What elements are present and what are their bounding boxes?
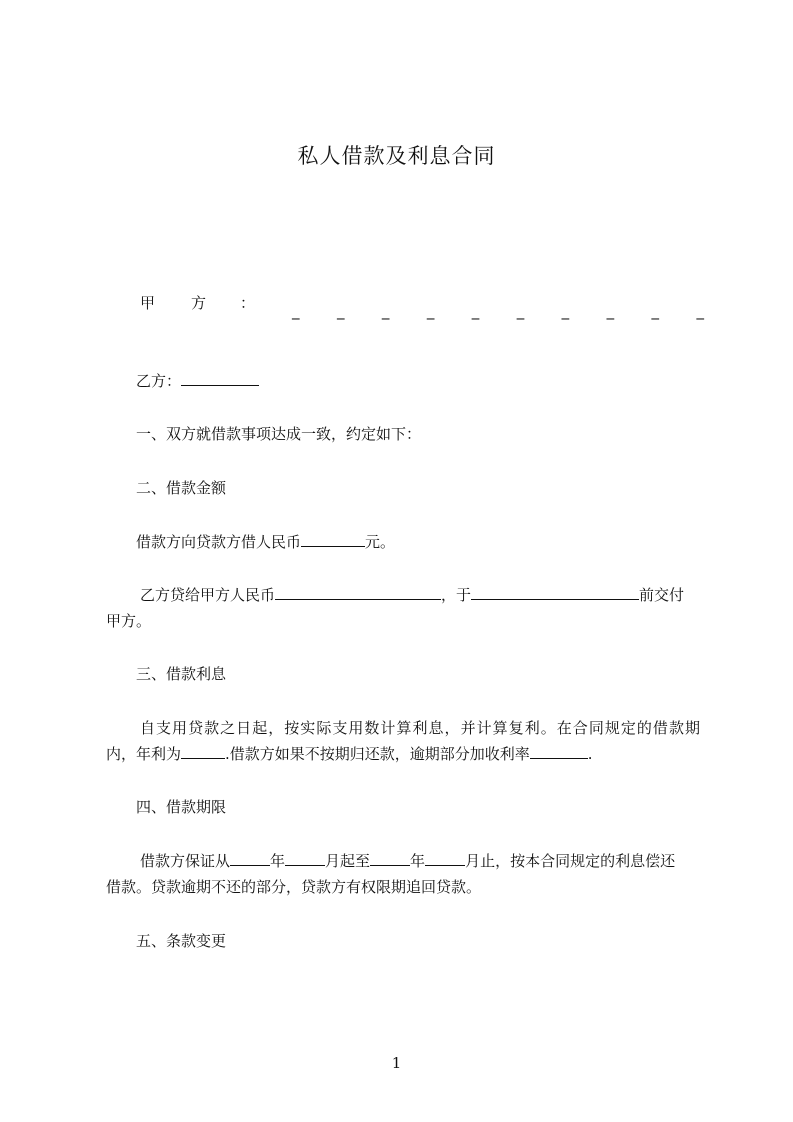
document-title: 私人借款及利息合同 xyxy=(297,144,496,168)
section-3-line-2 xyxy=(106,743,593,765)
section-2-heading: 二、借款金额 xyxy=(136,479,227,497)
party-a-blank-dashes[interactable] xyxy=(292,300,704,322)
text: 前交付 xyxy=(639,586,685,604)
text: . xyxy=(587,745,593,763)
text: 借款方向贷款方借人民币 xyxy=(136,533,302,551)
text: 年 xyxy=(270,852,286,870)
dash: _ xyxy=(696,302,704,320)
dash: _ xyxy=(336,302,345,320)
text: 借款方保证从 xyxy=(140,852,231,870)
text: .借款方如果不按期归还款，逾期部分加收利率 xyxy=(225,745,530,763)
page-number: 1 xyxy=(391,1054,402,1072)
amount-blank[interactable] xyxy=(301,532,365,547)
text: 内，年利为 xyxy=(106,745,182,763)
section-2-line-2 xyxy=(140,584,684,606)
party-b-blank[interactable] xyxy=(181,371,259,386)
section-3-heading: 三、借款利息 xyxy=(136,665,227,683)
text: 月止，按本合同规定的利息偿还 xyxy=(465,852,676,870)
end-month-blank[interactable] xyxy=(425,851,465,866)
start-month-blank[interactable] xyxy=(285,851,325,866)
delivery-date-blank[interactable] xyxy=(471,585,639,600)
dash: _ xyxy=(606,302,615,320)
text: 元。 xyxy=(365,533,396,551)
text: 年 xyxy=(410,852,426,870)
dash: _ xyxy=(381,302,390,320)
party-a-label-char-2: 方 xyxy=(191,294,207,312)
section-4-line-2: 借款。贷款逾期不还的部分，贷款方有权限期追回贷款。 xyxy=(106,878,482,896)
annual-rate-blank[interactable] xyxy=(181,744,225,759)
section-5-heading: 五、条款变更 xyxy=(136,932,227,950)
start-year-blank[interactable] xyxy=(230,851,270,866)
party-b-line xyxy=(136,370,259,392)
party-b-label: 乙方： xyxy=(136,372,182,390)
section-4-line-1 xyxy=(140,850,675,872)
lend-amount-blank[interactable] xyxy=(275,585,441,600)
dash: _ xyxy=(561,302,570,320)
dash: _ xyxy=(426,302,435,320)
text: 月起至 xyxy=(325,852,371,870)
dash: _ xyxy=(516,302,525,320)
section-2-line-1 xyxy=(136,531,395,553)
section-3-line-1: 自支用贷款之日起，按实际支用数计算利息，并计算复利。在合同规定的借款期 xyxy=(140,719,700,737)
party-a-label-char-1: 甲 xyxy=(140,294,156,312)
end-year-blank[interactable] xyxy=(370,851,410,866)
section-1-text: 一、双方就借款事项达成一致，约定如下： xyxy=(136,425,422,443)
dash: _ xyxy=(471,302,480,320)
dash: _ xyxy=(292,302,300,320)
section-4-heading: 四、借款期限 xyxy=(136,798,227,816)
overdue-rate-blank[interactable] xyxy=(530,744,588,759)
section-2-line-3: 甲方。 xyxy=(106,612,152,630)
party-a-label-colon: ： xyxy=(240,294,256,312)
text: ，于 xyxy=(441,586,472,604)
text: 乙方贷给甲方人民币 xyxy=(140,586,276,604)
dash: _ xyxy=(651,302,659,320)
